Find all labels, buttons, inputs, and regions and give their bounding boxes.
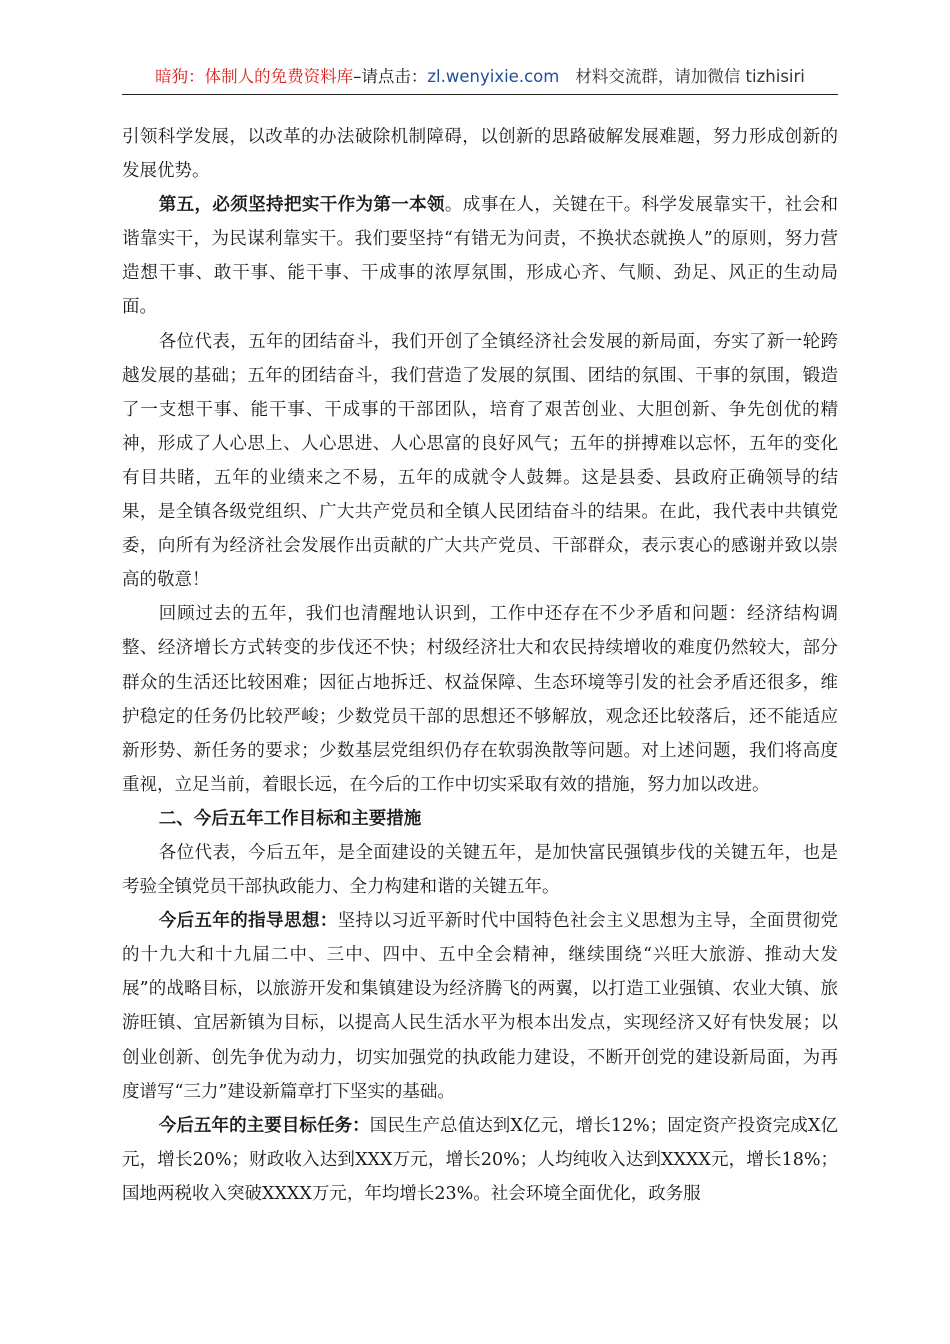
header-url-link[interactable]: zl.wenyixie.com [427,67,560,86]
paragraph-lead: 第五，必须坚持把实干作为第一本领 [158,195,445,216]
page-header [122,60,838,94]
document-body [122,120,838,1211]
paragraph-text: 。成事在人，关键在干。科学发展靠实干，社会和谐靠实干，为民谋利靠实干。我们要坚持“有错无为问责，不换状态就换人”的原则，努力营造想干事、敢干事、能干事、干成事的浓厚氛围，形成心齐、气顺、劲足、风正的生动局面。 [122,195,839,318]
header-divider [122,94,838,95]
paragraph: 引领科学发展，以改革的办法破除机制障碍，以创新的思路破解发展难题，努力形成创新的发展优势。 [122,127,838,182]
paragraph [122,1109,838,1211]
paragraph [122,188,838,324]
header-site-name: 暗狗：体制人的免费资料库 [155,67,354,86]
paragraph: 各位代表，今后五年，是全面建设的关键五年，是加快富民强镇步伐的关键五年，也是考验全镇党员干部执政能力、全力构建和谐的关键五年。 [122,842,838,898]
section-heading: 二、今后五年工作目标和主要措施 [158,808,422,829]
paragraph-text: 坚持以习近平新时代中国特色社会主义思想为主导，全面贯彻党的十九大和十九届二中、三中、四中、五中全会精神，继续围绕“兴旺大旅游、推动大发展”的战略目标，以旅游开发和集镇建设为经济腾飞的两翼，以打造工业强镇、农业大镇、旅游旺镇、宜居新镇为目标，以提高人民生活水平为根本出发点，实现经济又好有快发展；以创业创新、创先争优为动力，切实加强党的执政能力建设，不断开创党的建设新局面，为再度谱写“三力”建设新篇章打下坚实的基础。 [122,911,839,1102]
paragraph [122,904,838,1109]
paragraph-lead: 今后五年的主要目标任务： [158,1115,370,1136]
header-wechat-note: 材料交流群，请加微信 tizhisiri [575,67,805,86]
paragraph-text: 国民生产总值达到X亿元，增长12%；固定资产投资完成X亿元，增长20%；财政收入达到XXX万元，增长20%；人均纯收入达到XXXX元，增长18%；国地两税收入突破XXXX万元，年均增长23%。社会环境全面优化，政务服 [122,1115,839,1204]
header-click-prompt: –请点击： [353,67,428,86]
paragraph: 各位代表，五年的团结奋斗，我们开创了全镇经济社会发展的新局面，夯实了新一轮跨越发展的基础；五年的团结奋斗，我们营造了发展的氛围、团结的氛围、干事的氛围，锻造了一支想干事、能干事、干成事的干部团队，培育了艰苦创业、大胆创新、争先创优的精神，形成了人心思上、人心思进、人心思富的良好风气；五年的拼搏难以忘怀，五年的变化有目共睹，五年的业绩来之不易，五年的成就令人鼓舞。这是县委、县政府正确领导的结果，是全镇各级党组织、广大共产党员和全镇人民团结奋斗的结果。在此，我代表中共镇党委，向所有为经济社会发展作出贡献的广大共产党员、干部群众，表示衷心的感谢并致以崇高的敬意！ [122,331,838,591]
paragraph-lead: 今后五年的指导思想： [158,911,338,932]
paragraph: 回顾过去的五年，我们也清醒地认识到，工作中还存在不少矛盾和问题：经济结构调整、经济增长方式转变的步伐还不快；村级经济壮大和农民持续增收的难度仍然较大，部分群众的生活还比较困难；因征占地拆迁、权益保障、生态环境等引发的社会矛盾还很多，维护稳定的任务仍比较严峻；少数党员干部的思想还不够解放，观念还比较落后，还不能适应新形势、新任务的要求；少数基层党组织仍存在软弱涣散等问题。对上述问题，我们将高度重视，立足当前，着眼长远，在今后的工作中切实采取有效的措施，努力加以改进。 [122,604,838,795]
